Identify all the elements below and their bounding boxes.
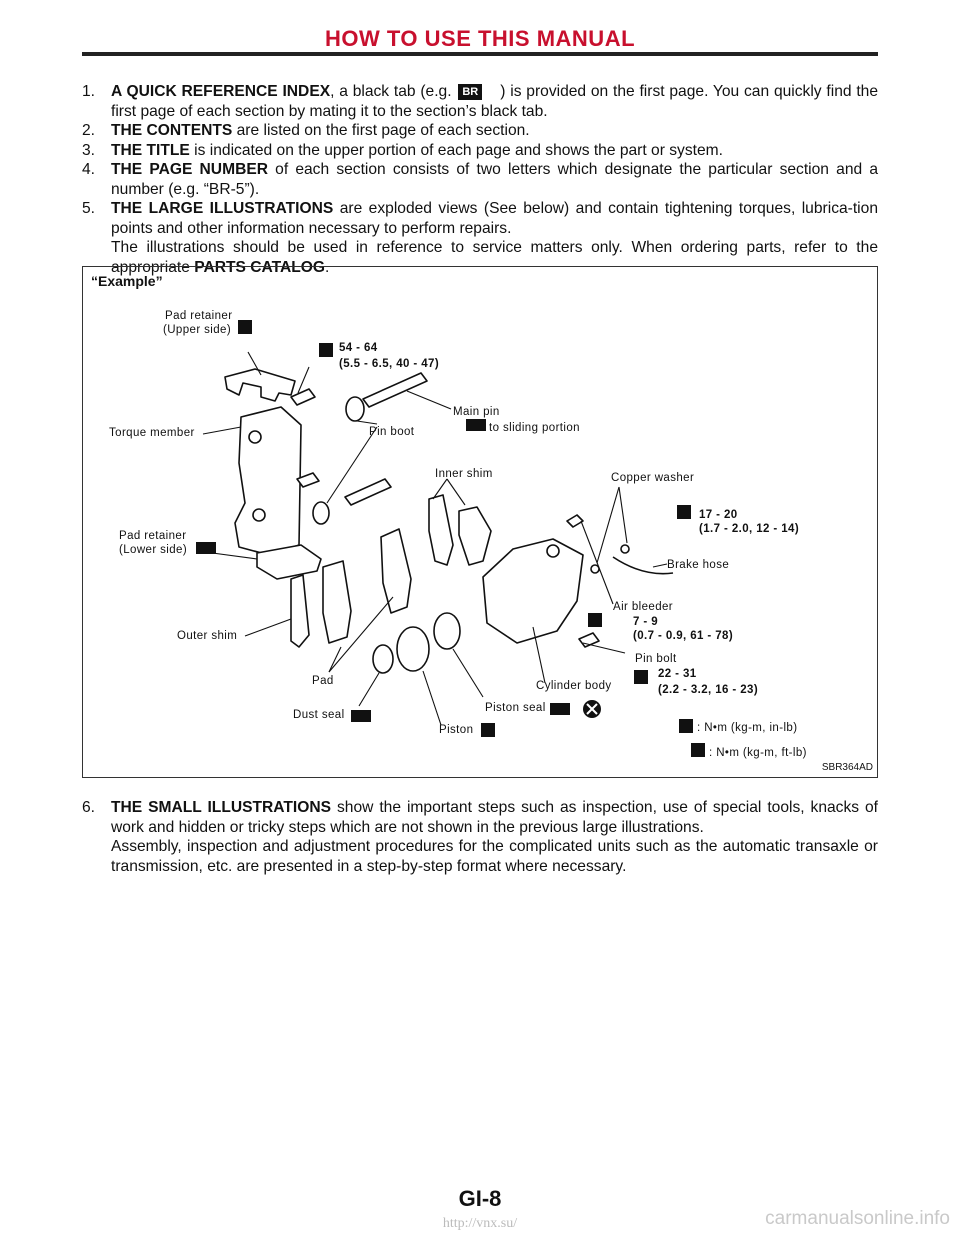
- item-number: 1.: [82, 83, 96, 100]
- item-heading: THE PAGE NUMBER: [111, 161, 268, 178]
- label-air-bleeder: Air bleeder: [613, 601, 674, 613]
- parts-catalog-ref: PARTS CATALOG: [194, 258, 326, 276]
- label-torque-7-9: 7 - 9: [633, 616, 659, 628]
- inner-shim-part: [429, 495, 453, 565]
- air-bleeder-part: [567, 515, 583, 527]
- pin-boot-lower: [313, 502, 329, 524]
- list-item: [82, 121, 878, 141]
- item-text: , a black tab (e.g.: [330, 83, 457, 100]
- label-torque-17-20: 17 - 20: [699, 509, 738, 521]
- item-number: 3.: [82, 141, 96, 159]
- label-torque-member: Torque member: [109, 427, 195, 439]
- legend-ft-lb: : N•m (kg-m, ft-lb): [709, 747, 807, 759]
- label-torque-17-20-sub: (1.7 - 2.0, 12 - 14): [699, 523, 800, 535]
- label-torque-22-31-sub: (2.2 - 3.2, 16 - 23): [658, 684, 759, 696]
- list-item: [82, 798, 878, 876]
- label-torque-7-9-sub: (0.7 - 0.9, 61 - 78): [633, 630, 734, 642]
- label-main-pin: Main pin: [453, 406, 500, 418]
- figure-code: SBR364AD: [821, 762, 873, 773]
- pad-outer-part: [323, 561, 351, 643]
- exploded-view-figure: [82, 266, 878, 778]
- numbered-list: [82, 82, 878, 277]
- item-number: 4.: [82, 161, 96, 178]
- label-piston: Piston: [439, 724, 474, 736]
- figure-example-title: “Example”: [91, 273, 163, 289]
- header-rule: [82, 52, 878, 56]
- label-outer-shim: Outer shim: [177, 630, 238, 642]
- label-torque-54-64-sub: (5.5 - 6.5, 40 - 47): [339, 358, 440, 370]
- item-number: 5.: [82, 200, 96, 217]
- outer-shim-part: [291, 575, 309, 647]
- label-dust-seal: Dust seal: [293, 709, 345, 721]
- item-heading: THE LARGE ILLUSTRATIONS: [111, 200, 334, 217]
- piston-part: [397, 627, 429, 671]
- item-text: .: [325, 258, 330, 276]
- dust-seal-part: [373, 645, 393, 673]
- label-copper-washer: Copper washer: [611, 472, 695, 484]
- item-text: show the important steps such as inspection, use of special tools, knacks of work and hidden or tricky steps which are not shown in the previous large illustrations.: [111, 799, 878, 836]
- page-header: [82, 26, 878, 52]
- item-heading: THE SMALL ILLUSTRATIONS: [111, 799, 332, 816]
- item-text: The illustrations should be used in reference to service matters only. When ordering parts, refer to the appropriate: [111, 239, 878, 276]
- pad-inner-part: [381, 529, 411, 613]
- label-pad: Pad: [312, 675, 334, 687]
- item-text: of each section consists of two letters which designate the particular section and a number (e.g. “BR-5”).: [111, 161, 879, 198]
- list-item: [82, 160, 878, 199]
- label-pin-boot: Pin boot: [369, 426, 415, 438]
- item-heading: A QUICK REFERENCE INDEX: [111, 83, 331, 100]
- item-number: 6.: [82, 799, 96, 816]
- label-cylinder-body: Cylinder body: [536, 680, 612, 692]
- numbered-list-continued: [82, 798, 878, 876]
- list-item: [82, 82, 878, 121]
- item-text: are exploded views (See below) and contain tightening torques, lubrica-tion points and other information necessary to perform repairs.: [111, 200, 878, 237]
- label-pin-bolt: Pin bolt: [635, 653, 677, 665]
- piston-seal-part: [434, 613, 460, 649]
- item-text: are listed on the first page of each section.: [232, 122, 530, 139]
- label-pad-retainer-upper-side: (Upper side): [163, 324, 232, 336]
- item-text: is indicated on the upper portion of each page and shows the part or system.: [189, 141, 723, 159]
- label-pad-retainer-upper: Pad retainer: [165, 310, 233, 322]
- item-heading: THE TITLE: [111, 141, 190, 159]
- item-number: 2.: [82, 122, 96, 139]
- label-to-sliding-portion: to sliding portion: [489, 422, 580, 434]
- torque-member-part: [235, 407, 301, 555]
- br-tab-icon: BR: [458, 84, 482, 100]
- pin-boot-upper: [346, 397, 364, 421]
- label-torque-22-31: 22 - 31: [658, 668, 697, 680]
- label-inner-shim: Inner shim: [435, 468, 493, 480]
- lower-pin-part: [345, 479, 391, 505]
- label-piston-seal: Piston seal: [485, 702, 546, 714]
- label-torque-54-64: 54 - 64: [339, 342, 378, 354]
- label-brake-hose: Brake hose: [667, 559, 730, 571]
- footer-url[interactable]: http://vnx.su/: [442, 1216, 518, 1231]
- upper-bolt: [291, 389, 315, 405]
- legend-in-lb: : N•m (kg-m, in-lb): [697, 722, 798, 734]
- list-item: [82, 141, 878, 161]
- item-heading: THE CONTENTS: [111, 122, 233, 139]
- item-continuation: Assembly, inspection and adjustment procedures for the complicated units such as the automatic transaxle or transmission, etc. are presented in a step-by-step format where necessary.: [111, 838, 878, 875]
- item-text: ) is provided on the first page. You can quickly find the first page of each section by mating it to the section’s black tab.: [111, 83, 879, 120]
- brake-hose-part: [613, 557, 673, 574]
- page-number: GI-8: [458, 1186, 502, 1211]
- label-pad-retainer-lower-side: (Lower side): [119, 544, 188, 556]
- watermark: carmanualsonline.info: [765, 1208, 950, 1229]
- main-pin-part: [363, 373, 427, 407]
- page-title: HOW TO USE THIS MANUAL: [324, 26, 636, 51]
- label-pad-retainer-lower: Pad retainer: [119, 530, 187, 542]
